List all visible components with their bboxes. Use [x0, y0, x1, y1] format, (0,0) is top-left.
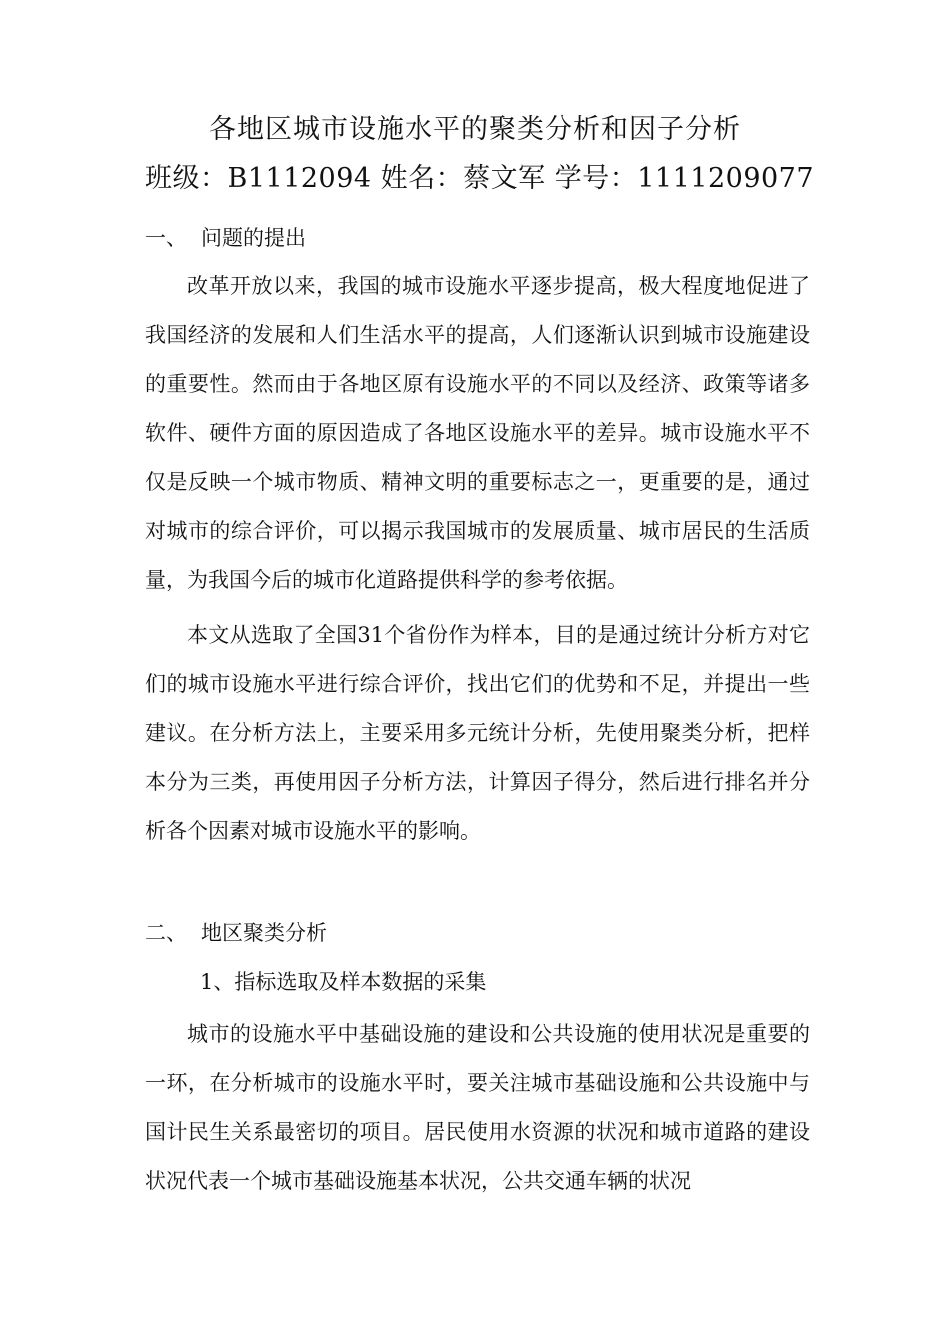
section-1-heading	[145, 222, 306, 254]
document-title: 各地区城市设施水平的聚类分析和因子分析	[209, 114, 741, 145]
section-2-paragraph-1	[145, 1010, 810, 1206]
section-2-paragraph-1-text: 城市的设施水平中基础设施的建设和公共设施的使用状况是重要的一环，在分析城市的设施水平时，要关注城市基础设施和公共设施中与国计民生关系最密切的项目。居民使用水资源的状况和城市道路的建设状况代表一个城市基础设施基本状况，公共交通车辆的状况	[145, 1022, 810, 1193]
section-2-title: 地区聚类分析	[201, 921, 327, 945]
section-1-paragraph-2-text: 本文从选取了全国31个省份作为样本，目的是通过统计分析方对它们的城市设施水平进行综合评价，找出它们的优势和不足，并提出一些建议。在分析方法上，主要采用多元统计分析，先使用聚类分析，把样本分为三类，再使用因子分析方法，计算因子得分，然后进行排名并分析各个因素对城市设施水平的影响。	[145, 623, 810, 843]
section-1-paragraph-1-text: 改革开放以来，我国的城市设施水平逐步提高，极大程度地促进了我国经济的发展和人们生活水平的提高，人们逐渐认识到城市设施建设的重要性。然而由于各地区原有设施水平的不同以及经济、政策等诸多软件、硬件方面的原因造成了各地区设施水平的差异。城市设施水平不仅是反映一个城市物质、精神文明的重要标志之一，更重要的是，通过对城市的综合评价，可以揭示我国城市的发展质量、城市居民的生活质量，为我国今后的城市化道路提供科学的参考依据。	[145, 274, 810, 592]
section-2-subheading: 1、指标选取及样本数据的采集	[200, 970, 487, 994]
section-2-number: 二、	[145, 921, 187, 945]
section-1-paragraph-2	[145, 611, 810, 856]
author-info-line: 班级：B1112094 姓名：蔡文军 学号：1111209077	[145, 163, 815, 194]
section-1-paragraph-1	[145, 262, 810, 605]
section-2-heading	[145, 917, 327, 949]
section-1-title: 问题的提出	[201, 226, 306, 250]
section-1-number: 一、	[145, 226, 187, 250]
